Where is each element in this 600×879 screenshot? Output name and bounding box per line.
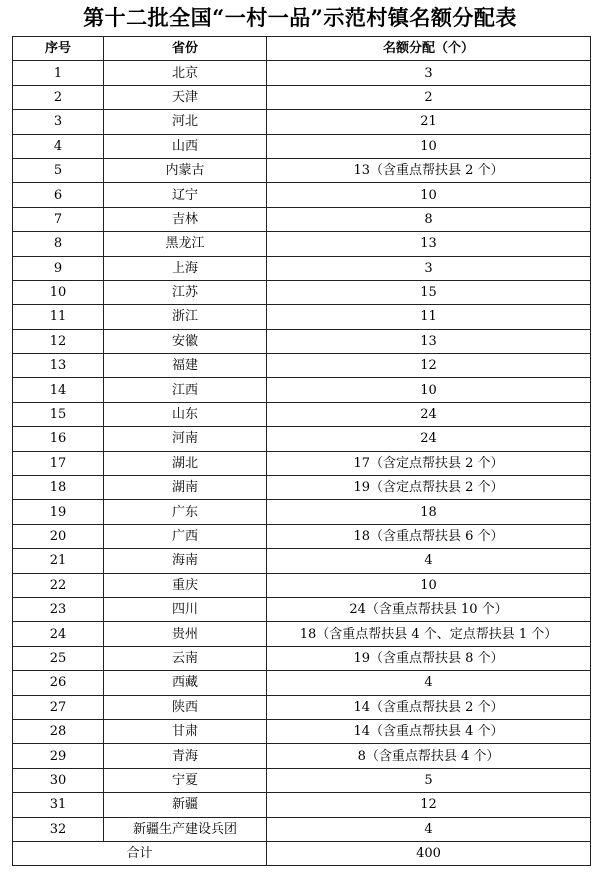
cell-number: 14 bbox=[13, 378, 104, 402]
cell-number: 21 bbox=[13, 549, 104, 573]
cell-province: 福建 bbox=[104, 354, 267, 378]
table-row bbox=[13, 768, 591, 792]
cell-province: 贵州 bbox=[104, 622, 267, 646]
table-row bbox=[13, 500, 591, 524]
total-label: 合计 bbox=[13, 841, 267, 865]
cell-quota: 24（含重点帮扶县 10 个） bbox=[267, 597, 591, 621]
cell-number: 25 bbox=[13, 646, 104, 670]
cell-province: 黑龙江 bbox=[104, 232, 267, 256]
cell-number: 19 bbox=[13, 500, 104, 524]
cell-province: 吉林 bbox=[104, 207, 267, 231]
header-province: 省份 bbox=[104, 37, 267, 61]
cell-number: 22 bbox=[13, 573, 104, 597]
table-row bbox=[13, 85, 591, 109]
table-body bbox=[13, 61, 591, 842]
cell-quota: 13 bbox=[267, 329, 591, 353]
table-row bbox=[13, 280, 591, 304]
cell-number: 2 bbox=[13, 85, 104, 109]
cell-number: 5 bbox=[13, 158, 104, 182]
cell-quota: 24 bbox=[267, 402, 591, 426]
cell-province: 青海 bbox=[104, 744, 267, 768]
cell-number: 24 bbox=[13, 622, 104, 646]
cell-quota: 12 bbox=[267, 793, 591, 817]
cell-number: 27 bbox=[13, 695, 104, 719]
cell-province: 河南 bbox=[104, 427, 267, 451]
cell-province: 江苏 bbox=[104, 280, 267, 304]
cell-quota: 4 bbox=[267, 549, 591, 573]
table-row bbox=[13, 158, 591, 182]
cell-number: 6 bbox=[13, 183, 104, 207]
table-row bbox=[13, 524, 591, 548]
cell-number: 3 bbox=[13, 110, 104, 134]
cell-province: 浙江 bbox=[104, 305, 267, 329]
table-row bbox=[13, 427, 591, 451]
table-row bbox=[13, 134, 591, 158]
cell-number: 20 bbox=[13, 524, 104, 548]
cell-quota: 5 bbox=[267, 768, 591, 792]
cell-province: 山东 bbox=[104, 402, 267, 426]
cell-quota: 2 bbox=[267, 85, 591, 109]
table-row bbox=[13, 183, 591, 207]
cell-quota: 3 bbox=[267, 256, 591, 280]
cell-quota: 17（含定点帮扶县 2 个） bbox=[267, 451, 591, 475]
table-row bbox=[13, 549, 591, 573]
table-row bbox=[13, 744, 591, 768]
cell-province: 安徽 bbox=[104, 329, 267, 353]
cell-quota: 15 bbox=[267, 280, 591, 304]
cell-number: 26 bbox=[13, 671, 104, 695]
cell-province: 宁夏 bbox=[104, 768, 267, 792]
table-row bbox=[13, 402, 591, 426]
cell-number: 32 bbox=[13, 817, 104, 841]
table-row bbox=[13, 256, 591, 280]
cell-number: 7 bbox=[13, 207, 104, 231]
cell-number: 29 bbox=[13, 744, 104, 768]
table-row bbox=[13, 646, 591, 670]
cell-number: 28 bbox=[13, 719, 104, 743]
cell-province: 陕西 bbox=[104, 695, 267, 719]
cell-province: 内蒙古 bbox=[104, 158, 267, 182]
cell-number: 31 bbox=[13, 793, 104, 817]
table-row bbox=[13, 817, 591, 841]
total-value: 400 bbox=[267, 841, 591, 865]
cell-province: 河北 bbox=[104, 110, 267, 134]
cell-number: 9 bbox=[13, 256, 104, 280]
cell-number: 13 bbox=[13, 354, 104, 378]
table-row bbox=[13, 378, 591, 402]
document-title: 第十二批全国“一村一品”示范村镇名额分配表 bbox=[83, 5, 517, 30]
cell-quota: 4 bbox=[267, 671, 591, 695]
cell-quota: 24 bbox=[267, 427, 591, 451]
cell-quota: 19（含定点帮扶县 2 个） bbox=[267, 476, 591, 500]
table-header-row bbox=[13, 37, 591, 61]
cell-number: 1 bbox=[13, 61, 104, 85]
table-row bbox=[13, 597, 591, 621]
cell-number: 18 bbox=[13, 476, 104, 500]
header-quota: 名额分配（个） bbox=[267, 37, 591, 61]
cell-province: 湖北 bbox=[104, 451, 267, 475]
cell-province: 上海 bbox=[104, 256, 267, 280]
cell-quota: 10 bbox=[267, 573, 591, 597]
cell-province: 湖南 bbox=[104, 476, 267, 500]
cell-number: 15 bbox=[13, 402, 104, 426]
cell-province: 天津 bbox=[104, 85, 267, 109]
cell-quota: 11 bbox=[267, 305, 591, 329]
table-row bbox=[13, 329, 591, 353]
cell-province: 广东 bbox=[104, 500, 267, 524]
cell-province: 新疆生产建设兵团 bbox=[104, 817, 267, 841]
cell-number: 23 bbox=[13, 597, 104, 621]
cell-quota: 14（含重点帮扶县 2 个） bbox=[267, 695, 591, 719]
cell-quota: 21 bbox=[267, 110, 591, 134]
table-row bbox=[13, 793, 591, 817]
cell-number: 17 bbox=[13, 451, 104, 475]
cell-number: 12 bbox=[13, 329, 104, 353]
table-row bbox=[13, 207, 591, 231]
cell-province: 云南 bbox=[104, 646, 267, 670]
cell-province: 新疆 bbox=[104, 793, 267, 817]
cell-number: 8 bbox=[13, 232, 104, 256]
table-row bbox=[13, 695, 591, 719]
table-row bbox=[13, 671, 591, 695]
cell-province: 北京 bbox=[104, 61, 267, 85]
cell-province: 重庆 bbox=[104, 573, 267, 597]
cell-quota: 10 bbox=[267, 183, 591, 207]
cell-province: 广西 bbox=[104, 524, 267, 548]
cell-province: 西藏 bbox=[104, 671, 267, 695]
cell-number: 10 bbox=[13, 280, 104, 304]
table-row bbox=[13, 61, 591, 85]
cell-quota: 18 bbox=[267, 500, 591, 524]
cell-quota: 18（含重点帮扶县 6 个） bbox=[267, 524, 591, 548]
table-row bbox=[13, 354, 591, 378]
cell-number: 4 bbox=[13, 134, 104, 158]
quota-table bbox=[12, 36, 591, 866]
cell-quota: 12 bbox=[267, 354, 591, 378]
cell-quota: 4 bbox=[267, 817, 591, 841]
cell-quota: 19（含重点帮扶县 8 个） bbox=[267, 646, 591, 670]
cell-number: 11 bbox=[13, 305, 104, 329]
cell-quota: 8（含重点帮扶县 4 个） bbox=[267, 744, 591, 768]
table-row bbox=[13, 232, 591, 256]
cell-number: 30 bbox=[13, 768, 104, 792]
cell-quota: 13（含重点帮扶县 2 个） bbox=[267, 158, 591, 182]
table-row bbox=[13, 719, 591, 743]
cell-province: 四川 bbox=[104, 597, 267, 621]
cell-quota: 10 bbox=[267, 134, 591, 158]
total-row bbox=[13, 841, 591, 865]
cell-quota: 10 bbox=[267, 378, 591, 402]
cell-province: 江西 bbox=[104, 378, 267, 402]
table-row bbox=[13, 451, 591, 475]
cell-province: 甘肃 bbox=[104, 719, 267, 743]
cell-province: 海南 bbox=[104, 549, 267, 573]
cell-quota: 18（含重点帮扶县 4 个、定点帮扶县 1 个） bbox=[267, 622, 591, 646]
cell-quota: 8 bbox=[267, 207, 591, 231]
cell-province: 山西 bbox=[104, 134, 267, 158]
cell-quota: 3 bbox=[267, 61, 591, 85]
table-row bbox=[13, 573, 591, 597]
table-row bbox=[13, 622, 591, 646]
table-row bbox=[13, 305, 591, 329]
cell-number: 16 bbox=[13, 427, 104, 451]
table-row bbox=[13, 476, 591, 500]
cell-quota: 14（含重点帮扶县 4 个） bbox=[267, 719, 591, 743]
table-row bbox=[13, 110, 591, 134]
cell-quota: 13 bbox=[267, 232, 591, 256]
cell-province: 辽宁 bbox=[104, 183, 267, 207]
header-number: 序号 bbox=[13, 37, 104, 61]
